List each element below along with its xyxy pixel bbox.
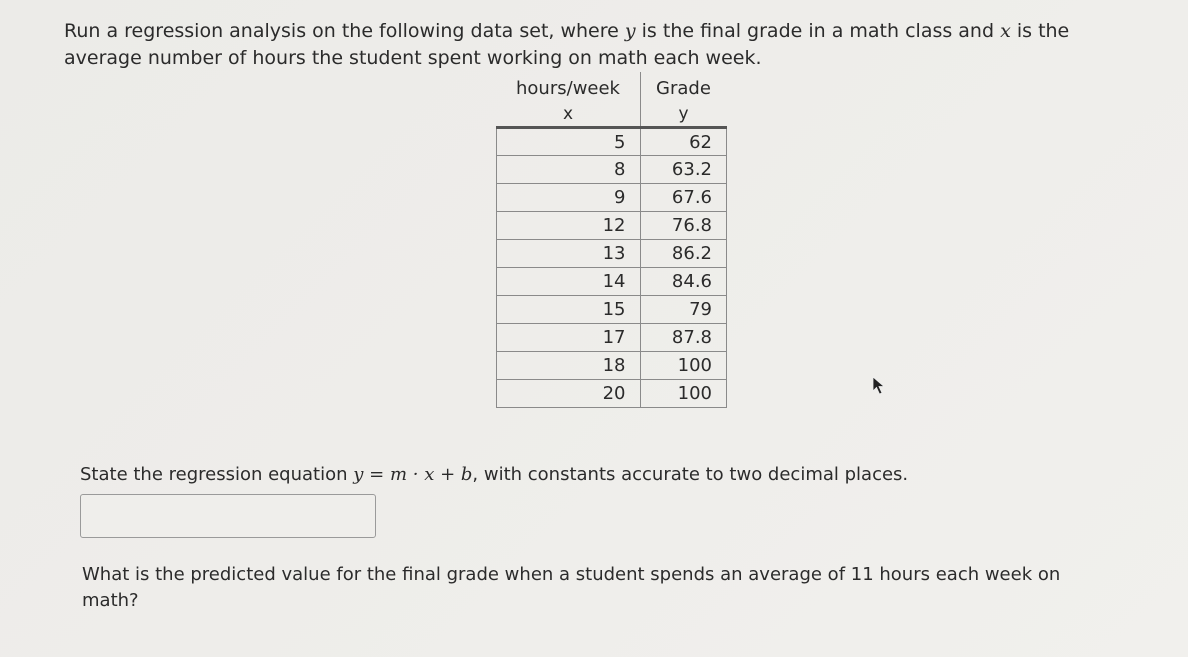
cell-x: 5: [497, 128, 641, 156]
cell-y: 62: [640, 128, 727, 156]
table-row: [497, 156, 727, 184]
prompt-part1: Run a regression analysis on the following data set, where: [64, 20, 625, 42]
header-hours-week: hours/week: [497, 72, 641, 104]
cell-y: 87.8: [640, 324, 727, 352]
cell-x: 20: [497, 380, 641, 408]
cell-x: 15: [497, 296, 641, 324]
question-predicted-grade: What is the predicted value for the final grade when a student spends an average of 11 hours each week on math?: [82, 564, 1061, 611]
cell-x: 12: [497, 212, 641, 240]
prompt-part3: is the average number of hours the student spent working on math each week.: [64, 20, 1070, 69]
cell-x: 8: [497, 156, 641, 184]
regression-answer-input[interactable]: [80, 494, 376, 538]
table-row: [497, 352, 727, 380]
cell-y: 79: [640, 296, 727, 324]
question1-after: , with constants accurate to two decimal places.: [472, 464, 909, 485]
regression-equation: y = m · x + b: [353, 464, 473, 485]
cell-x: 13: [497, 240, 641, 268]
cell-y: 86.2: [640, 240, 727, 268]
data-table: [496, 72, 727, 408]
cell-y: 76.8: [640, 212, 727, 240]
cell-x: 18: [497, 352, 641, 380]
table-row: [497, 212, 727, 240]
cell-x: 9: [497, 184, 641, 212]
cell-x: 14: [497, 268, 641, 296]
prompt-part2: is the final grade in a math class and: [635, 20, 1001, 42]
cell-y: 67.6: [640, 184, 727, 212]
cell-y: 63.2: [640, 156, 727, 184]
table-row: [497, 296, 727, 324]
table-row: [497, 324, 727, 352]
question1-before: State the regression equation: [80, 464, 354, 485]
variable-y: y: [624, 20, 636, 42]
cell-y: 100: [640, 352, 727, 380]
table-row: [497, 240, 727, 268]
problem-statement: [64, 18, 1134, 72]
subheader-y: y: [640, 104, 727, 128]
table-row: [497, 380, 727, 408]
cell-x: 17: [497, 324, 641, 352]
table-row: [497, 184, 727, 212]
table-row: [497, 268, 727, 296]
cell-y: 100: [640, 380, 727, 408]
header-grade: Grade: [656, 77, 711, 99]
question-regression-equation: [80, 462, 908, 488]
table-row: [497, 128, 727, 156]
subheader-x: x: [497, 104, 641, 128]
variable-x: x: [1000, 20, 1011, 42]
arrow-cursor-icon-svg: [872, 376, 888, 396]
cell-y: 84.6: [640, 268, 727, 296]
